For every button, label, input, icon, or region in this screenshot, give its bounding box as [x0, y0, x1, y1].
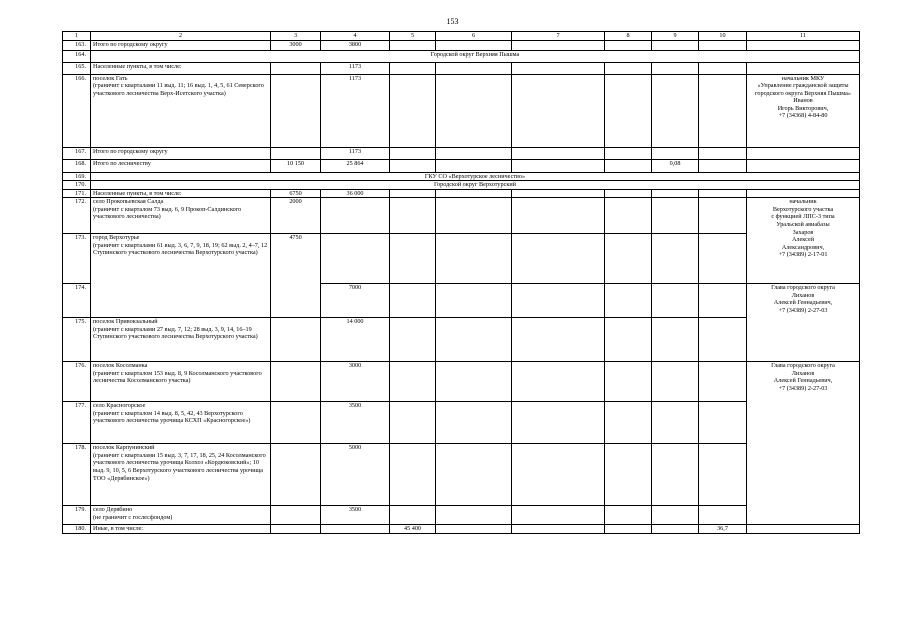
row-name: Иные, в том числе: [91, 525, 271, 534]
header-cell: 7 [512, 32, 605, 41]
row-number: 176. [63, 362, 91, 402]
contact-cell: Глава городского округа Лиханов Алексей Геннадьевич, +7 (34389) 2-27-03 [747, 362, 860, 525]
contact-cell: начальник Верхотурского участка с функцией ЛПС-3 типа Уральской авиабазы Захаров Алексей Александрович, +7 (34389) 2-17-01 [747, 198, 860, 284]
row-number: 166. [63, 74, 91, 147]
row-name: село Прокопьевская Салда (граничит с кварталом 73 выд. 6, 9 Прокоп-Салдинского участкового лесничества) [91, 198, 271, 234]
table-row [63, 362, 860, 402]
table-row [63, 159, 860, 172]
section-title: ГКУ СО «Верхотурское лесничество» [91, 172, 860, 181]
cell-col4: 1173 [321, 74, 390, 147]
header-cell: 1 [63, 32, 91, 41]
row-number: 177. [63, 402, 91, 444]
table-row [63, 444, 860, 506]
cell-col4: 3500 [321, 506, 390, 525]
cell-col3: 10 150 [271, 159, 321, 172]
header-cell: 8 [605, 32, 652, 41]
table-row [63, 506, 860, 525]
row-number: 170. [63, 181, 91, 190]
table-row [63, 172, 860, 181]
cell-col4: 5000 [321, 444, 390, 506]
cell-col4: 1173 [321, 62, 390, 74]
table-row [63, 402, 860, 444]
header-cell: 9 [652, 32, 699, 41]
row-number: 164. [63, 50, 91, 62]
table-row [63, 50, 860, 62]
row-number: 180. [63, 525, 91, 534]
header-cell: 2 [91, 32, 271, 41]
header-cell: 4 [321, 32, 390, 41]
cell-col4: 3500 [321, 402, 390, 444]
row-name: село Красногорское (граничит с кварталом 14 выд. 8, 5, 42, 43 Верхотурского участкового лесничества урочища КСХП «Красногорское») [91, 402, 271, 444]
header-cell: 5 [390, 32, 436, 41]
cell-col3: 2000 [271, 198, 321, 234]
row-name: поселок Привокзальный (граничит с кварталами 27 выд. 7, 12; 28 выд. 3, 9, 14, 16–19 Ступинского участкового лесничества Верхотурского участка) [91, 318, 271, 362]
cell-col3: 4750 [271, 234, 321, 318]
section-title: Городской округ Верхняя Пышма [91, 50, 860, 62]
header-row [63, 32, 860, 41]
cell-col4: 7000 [321, 284, 390, 318]
table-row [63, 181, 860, 190]
cell-col4: 36 000 [321, 189, 390, 198]
row-number: 179. [63, 506, 91, 525]
row-number: 169. [63, 172, 91, 181]
table-row [63, 62, 860, 74]
table-row [63, 198, 860, 234]
cell-col4: 3800 [321, 40, 390, 50]
header-cell: 11 [747, 32, 860, 41]
row-name: Итого по городскому округу [91, 40, 271, 50]
row-name: поселок Косолманка (граничит с кварталом 153 выд. 8, 9 Косолманского участкового лесничества Косолманского участка) [91, 362, 271, 402]
table-row [63, 318, 860, 362]
row-name: город Верхотурье (граничит с кварталами 61 выд. 3, 6, 7, 9, 18, 19; 62 выд. 2, 4–7, 12 Ступинского участкового лесничества Верхотурского участка) [91, 234, 271, 318]
row-name: Населенные пункты, в том числе: [91, 189, 271, 198]
row-number: 178. [63, 444, 91, 506]
cell-col5: 45 400 [390, 525, 436, 534]
row-number: 168. [63, 159, 91, 172]
data-table [62, 31, 860, 534]
row-number: 171. [63, 189, 91, 198]
table-row [63, 234, 860, 284]
cell-col4: 1173 [321, 147, 390, 159]
row-name: Населенные пункты, в том числе: [91, 62, 271, 74]
cell-col3: 3000 [271, 40, 321, 50]
row-number: 163. [63, 40, 91, 50]
header-cell: 10 [699, 32, 747, 41]
row-number: 175. [63, 318, 91, 362]
cell-col4: 3000 [321, 362, 390, 402]
cell-col9: 0,08 [652, 159, 699, 172]
page-number: 153 [446, 17, 459, 26]
cell-col4: 14 000 [321, 318, 390, 362]
contact-cell: начальник МКУ «Управление гражданской защиты городского округа Верхняя Пышма» Иванов Игорь Викторович, +7 (34368) 4-84-80 [747, 74, 860, 147]
row-number: 174. [63, 284, 91, 318]
cell-col10: 36,7 [699, 525, 747, 534]
contact-cell: Глава городского округа Лиханов Алексей Геннадьевич, +7 (34389) 2-27-03 [747, 284, 860, 362]
row-name: поселок Гать (граничит с кварталами 11 выд. 11; 16 выд. 1, 4, 5, 61 Северского участкового лесничества Верх-Исетского участка) [91, 74, 271, 147]
row-number: 172. [63, 198, 91, 234]
row-number: 173. [63, 234, 91, 284]
row-name: село Дерябино (не граничит с гослесфондом) [91, 506, 271, 525]
row-number: 165. [63, 62, 91, 74]
header-cell: 6 [436, 32, 512, 41]
row-name: Итого по городскому округу [91, 147, 271, 159]
table-row [63, 147, 860, 159]
row-number: 167. [63, 147, 91, 159]
table-row [63, 74, 860, 147]
row-name: Итого по лесничеству [91, 159, 271, 172]
table-row [63, 189, 860, 198]
section-title: Городской округ Верхотурский [91, 181, 860, 190]
table-row [63, 525, 860, 534]
header-cell: 3 [271, 32, 321, 41]
cell-col3: 6750 [271, 189, 321, 198]
table-row [63, 40, 860, 50]
row-name: поселок Карпунинский (граничит с кварталами 15 выд. 3, 7, 17, 18, 25, 24 Косолманского участкового лесничества урочища Колхоз «Кордюковский»; 10 выд. 9, 10, 5, 6 Верхотурского участкового лесничества урочища ТОО «Дерябинское») [91, 444, 271, 506]
cell-col4: 25 864 [321, 159, 390, 172]
